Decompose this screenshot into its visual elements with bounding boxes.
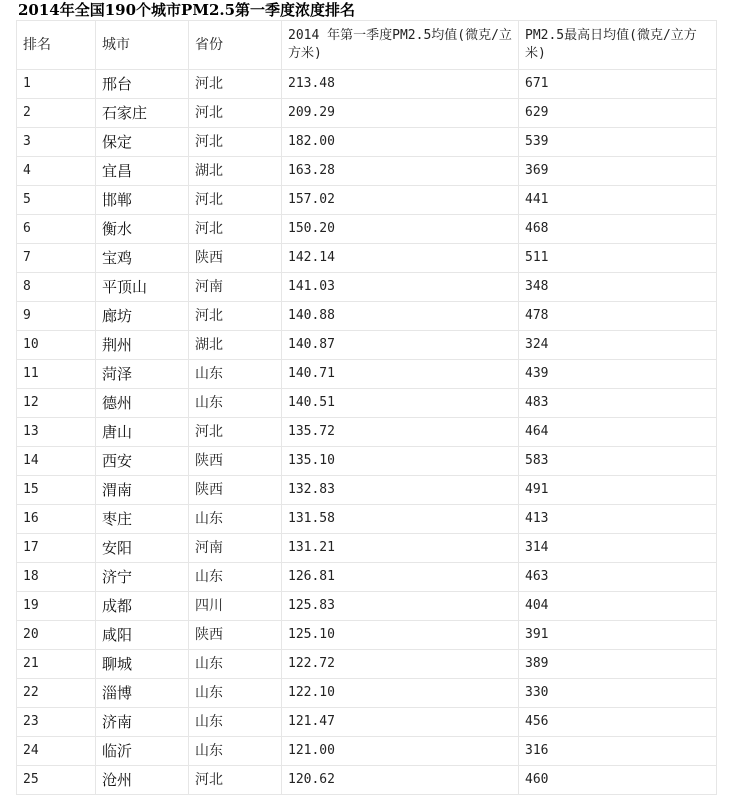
cell-province: 湖北 — [189, 157, 282, 186]
table-row — [17, 766, 717, 795]
cell-province: 山东 — [189, 737, 282, 766]
cell-rank: 21 — [17, 650, 96, 679]
table-row — [17, 505, 717, 534]
cell-avg: 140.51 — [282, 389, 519, 418]
cell-max: 468 — [519, 215, 717, 244]
cell-province: 河北 — [189, 302, 282, 331]
cell-rank: 23 — [17, 708, 96, 737]
table-row — [17, 476, 717, 505]
cell-rank: 13 — [17, 418, 96, 447]
cell-rank: 20 — [17, 621, 96, 650]
cell-province: 河南 — [189, 273, 282, 302]
table-row — [17, 534, 717, 563]
cell-max: 441 — [519, 186, 717, 215]
cell-avg: 135.10 — [282, 447, 519, 476]
cell-rank: 16 — [17, 505, 96, 534]
cell-province: 山东 — [189, 563, 282, 592]
cell-province: 山东 — [189, 505, 282, 534]
cell-rank: 24 — [17, 737, 96, 766]
cell-max: 316 — [519, 737, 717, 766]
cell-rank: 5 — [17, 186, 96, 215]
cell-max: 439 — [519, 360, 717, 389]
cell-max: 460 — [519, 766, 717, 795]
cell-max: 483 — [519, 389, 717, 418]
cell-province: 河北 — [189, 128, 282, 157]
cell-city: 保定 — [96, 128, 189, 157]
table-row — [17, 302, 717, 331]
page-title: 2014年全国190个城市PM2.5第一季度浓度排名 — [18, 1, 356, 19]
cell-max: 369 — [519, 157, 717, 186]
cell-province: 山东 — [189, 650, 282, 679]
cell-rank: 1 — [17, 70, 96, 99]
cell-rank: 25 — [17, 766, 96, 795]
table-row — [17, 186, 717, 215]
cell-city: 衡水 — [96, 215, 189, 244]
cell-city: 渭南 — [96, 476, 189, 505]
cell-rank: 18 — [17, 563, 96, 592]
table-row — [17, 389, 717, 418]
cell-avg: 157.02 — [282, 186, 519, 215]
cell-max: 463 — [519, 563, 717, 592]
cell-city: 枣庄 — [96, 505, 189, 534]
cell-avg: 122.72 — [282, 650, 519, 679]
cell-avg: 135.72 — [282, 418, 519, 447]
cell-province: 陕西 — [189, 476, 282, 505]
table-row — [17, 737, 717, 766]
cell-city: 咸阳 — [96, 621, 189, 650]
table-row — [17, 418, 717, 447]
cell-avg: 125.83 — [282, 592, 519, 621]
header-max: PM2.5最高日均值(微克/立方米) — [519, 21, 717, 70]
cell-max: 491 — [519, 476, 717, 505]
cell-province: 河南 — [189, 534, 282, 563]
cell-avg: 121.47 — [282, 708, 519, 737]
cell-rank: 6 — [17, 215, 96, 244]
cell-avg: 140.71 — [282, 360, 519, 389]
cell-city: 成都 — [96, 592, 189, 621]
cell-max: 314 — [519, 534, 717, 563]
cell-max: 330 — [519, 679, 717, 708]
cell-city: 聊城 — [96, 650, 189, 679]
cell-city: 廊坊 — [96, 302, 189, 331]
table-row — [17, 650, 717, 679]
cell-max: 478 — [519, 302, 717, 331]
cell-rank: 7 — [17, 244, 96, 273]
cell-rank: 22 — [17, 679, 96, 708]
cell-max: 539 — [519, 128, 717, 157]
cell-province: 陕西 — [189, 244, 282, 273]
cell-province: 河北 — [189, 215, 282, 244]
cell-rank: 12 — [17, 389, 96, 418]
cell-province: 山东 — [189, 708, 282, 737]
table-row — [17, 621, 717, 650]
table-row — [17, 215, 717, 244]
cell-avg: 140.88 — [282, 302, 519, 331]
cell-province: 河北 — [189, 99, 282, 128]
cell-rank: 3 — [17, 128, 96, 157]
cell-province: 河北 — [189, 766, 282, 795]
cell-city: 菏泽 — [96, 360, 189, 389]
header-province: 省份 — [189, 21, 282, 70]
cell-province: 陕西 — [189, 621, 282, 650]
cell-max: 413 — [519, 505, 717, 534]
cell-rank: 9 — [17, 302, 96, 331]
cell-max: 583 — [519, 447, 717, 476]
cell-rank: 4 — [17, 157, 96, 186]
header-rank: 排名 — [17, 21, 96, 70]
table-row — [17, 273, 717, 302]
cell-avg: 121.00 — [282, 737, 519, 766]
cell-avg: 209.29 — [282, 99, 519, 128]
cell-avg: 150.20 — [282, 215, 519, 244]
cell-province: 湖北 — [189, 331, 282, 360]
table-row — [17, 708, 717, 737]
cell-province: 陕西 — [189, 447, 282, 476]
cell-max: 456 — [519, 708, 717, 737]
cell-max: 511 — [519, 244, 717, 273]
cell-city: 德州 — [96, 389, 189, 418]
cell-avg: 140.87 — [282, 331, 519, 360]
cell-rank: 15 — [17, 476, 96, 505]
table-header-row — [17, 21, 717, 70]
cell-max: 404 — [519, 592, 717, 621]
cell-city: 济宁 — [96, 563, 189, 592]
cell-rank: 2 — [17, 99, 96, 128]
cell-city: 沧州 — [96, 766, 189, 795]
cell-avg: 120.62 — [282, 766, 519, 795]
table-row — [17, 563, 717, 592]
cell-city: 石家庄 — [96, 99, 189, 128]
cell-city: 济南 — [96, 708, 189, 737]
cell-max: 324 — [519, 331, 717, 360]
cell-avg: 125.10 — [282, 621, 519, 650]
cell-province: 河北 — [189, 186, 282, 215]
cell-avg: 131.58 — [282, 505, 519, 534]
cell-province: 山东 — [189, 389, 282, 418]
cell-rank: 17 — [17, 534, 96, 563]
cell-city: 宜昌 — [96, 157, 189, 186]
table-row — [17, 70, 717, 99]
cell-avg: 142.14 — [282, 244, 519, 273]
cell-avg: 126.81 — [282, 563, 519, 592]
cell-rank: 14 — [17, 447, 96, 476]
cell-avg: 163.28 — [282, 157, 519, 186]
cell-avg: 213.48 — [282, 70, 519, 99]
cell-max: 348 — [519, 273, 717, 302]
cell-city: 安阳 — [96, 534, 189, 563]
cell-city: 宝鸡 — [96, 244, 189, 273]
table-row — [17, 679, 717, 708]
ranking-table — [16, 20, 717, 795]
table-row — [17, 447, 717, 476]
table-row — [17, 244, 717, 273]
cell-rank: 19 — [17, 592, 96, 621]
table-row — [17, 592, 717, 621]
header-city: 城市 — [96, 21, 189, 70]
cell-city: 临沂 — [96, 737, 189, 766]
cell-rank: 11 — [17, 360, 96, 389]
cell-city: 淄博 — [96, 679, 189, 708]
cell-province: 山东 — [189, 679, 282, 708]
cell-max: 464 — [519, 418, 717, 447]
table-row — [17, 331, 717, 360]
cell-rank: 8 — [17, 273, 96, 302]
cell-max: 629 — [519, 99, 717, 128]
cell-rank: 10 — [17, 331, 96, 360]
cell-max: 671 — [519, 70, 717, 99]
cell-max: 389 — [519, 650, 717, 679]
table-row — [17, 157, 717, 186]
table-row — [17, 128, 717, 157]
cell-city: 唐山 — [96, 418, 189, 447]
cell-avg: 182.00 — [282, 128, 519, 157]
cell-avg: 131.21 — [282, 534, 519, 563]
cell-city: 平顶山 — [96, 273, 189, 302]
cell-province: 河北 — [189, 418, 282, 447]
table-row — [17, 99, 717, 128]
cell-city: 邯郸 — [96, 186, 189, 215]
cell-avg: 141.03 — [282, 273, 519, 302]
cell-avg: 122.10 — [282, 679, 519, 708]
cell-province: 四川 — [189, 592, 282, 621]
cell-province: 河北 — [189, 70, 282, 99]
cell-city: 荆州 — [96, 331, 189, 360]
table-row — [17, 360, 717, 389]
cell-city: 西安 — [96, 447, 189, 476]
cell-province: 山东 — [189, 360, 282, 389]
cell-city: 邢台 — [96, 70, 189, 99]
header-avg: 2014 年第一季度PM2.5均值(微克/立方米) — [282, 21, 519, 70]
cell-max: 391 — [519, 621, 717, 650]
cell-avg: 132.83 — [282, 476, 519, 505]
